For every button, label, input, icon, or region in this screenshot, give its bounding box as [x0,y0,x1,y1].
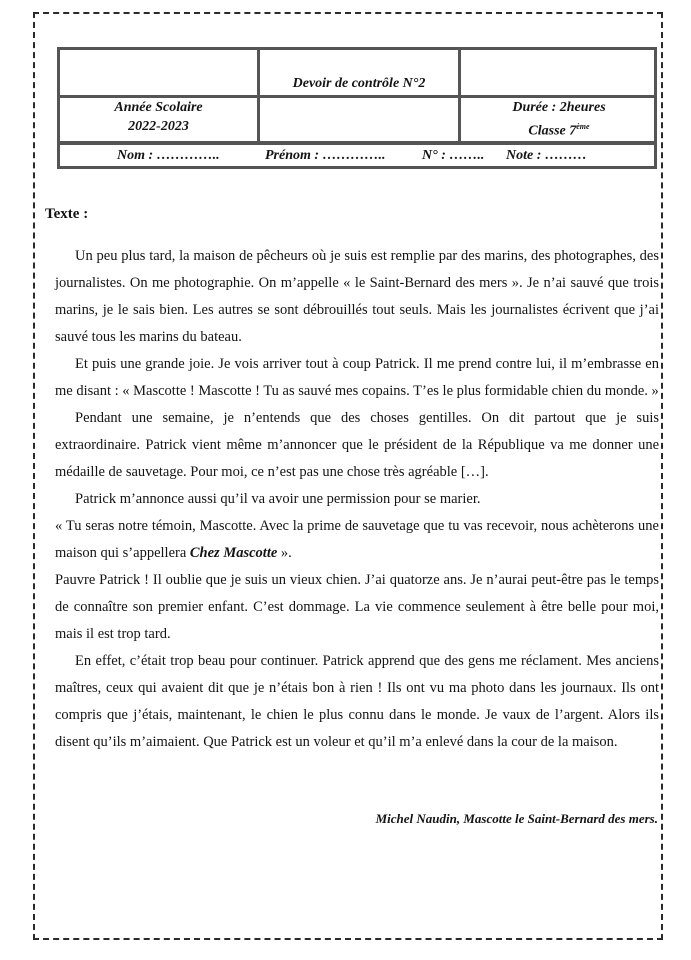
text-body [55,243,659,756]
paragraph: Pauvre Patrick ! Il oublie que je suis un vieux chien. J’ai quatorze ans. Je n’aurai peut-être pas le temps de connaître son premier enfant. C’est dommage. La vie commence seulement à être belle pour moi, mais il est trop tard. [55,572,659,642]
paragraph: En effet, c’était trop beau pour continuer. Patrick apprend que des gens me réclament. Mes anciens maîtres, ceux qui avaient dit que je n’étais bon à rien ! Ils ont vu ma photo dans les journaux. Ils ont compris que j’étais, maintenant, le chien le plus connu dans le monde. Je vaux de l’argent. Alors ils disent qu’ils m’aimaient. Que Patrick est un voleur et qu’il m’a enlevé dans la cour de la maison. [55,653,659,750]
student-id-row [60,146,654,166]
firstname-field[interactable]: Prénom : ………….. [265,148,386,163]
quote-paragraph: « Tu seras notre témoin, Mascotte. Avec la prime de sauvetage que tu vas recevoir, nous achèterons une maison qui s’appellera Chez Mascotte ». [55,518,659,561]
paragraph: Un peu plus tard, la maison de pêcheurs où je suis est remplie par des marins, des photographes, des journalistes. On me photographie. On m’appelle « le Saint-Bernard des mers ». Je n’ai sauvé que trois marins, je le sais bien. Les autres se sont débrouillés tout seuls. Mais les journalistes écrivent que j’ai sauvé tous les marins du bateau. [55,248,659,345]
house-name: Chez Mascotte [189,545,278,561]
exam-header [57,47,657,169]
paragraph: Et puis une grande joie. Je vois arriver tout à coup Patrick. Il me prend contre lui, il m’embrasse en me disant : « Mascotte ! Mascotte ! Tu as sauvé mes copains. T’es le plus formidable chien du monde. » [55,356,659,399]
source-citation: Michel Naudin, Mascotte le Saint-Bernard des mers. [375,811,658,826]
duration: Durée : 2heures [512,100,606,115]
name-field[interactable]: Nom : ………….. [117,148,220,163]
exam-title: Devoir de contrôle N°2 [292,76,426,91]
class-level: Classe 7ème [528,122,590,139]
paragraph: Pendant une semaine, je n’entends que des choses gentilles. On dit partout que je suis extraordinaire. Patrick vient même m’annoncer que le président de la République va me donner une médaille de sauvetage. Pour moi, ce n’est pas une chose très agréable […]. [55,410,659,480]
duration-class-block [461,98,657,141]
header-divider [257,50,260,143]
header-divider [60,141,654,145]
number-field[interactable]: N° : …….. [422,148,485,163]
school-year-block [60,98,257,136]
school-year-label: Année Scolaire [114,100,203,115]
section-title: Texte : [45,206,89,222]
paragraph: Patrick m’annonce aussi qu’il va avoir une permission pour se marier. [75,491,481,507]
school-year-value: 2022-2023 [128,119,189,134]
grade-field[interactable]: Note : ……… [506,148,587,163]
